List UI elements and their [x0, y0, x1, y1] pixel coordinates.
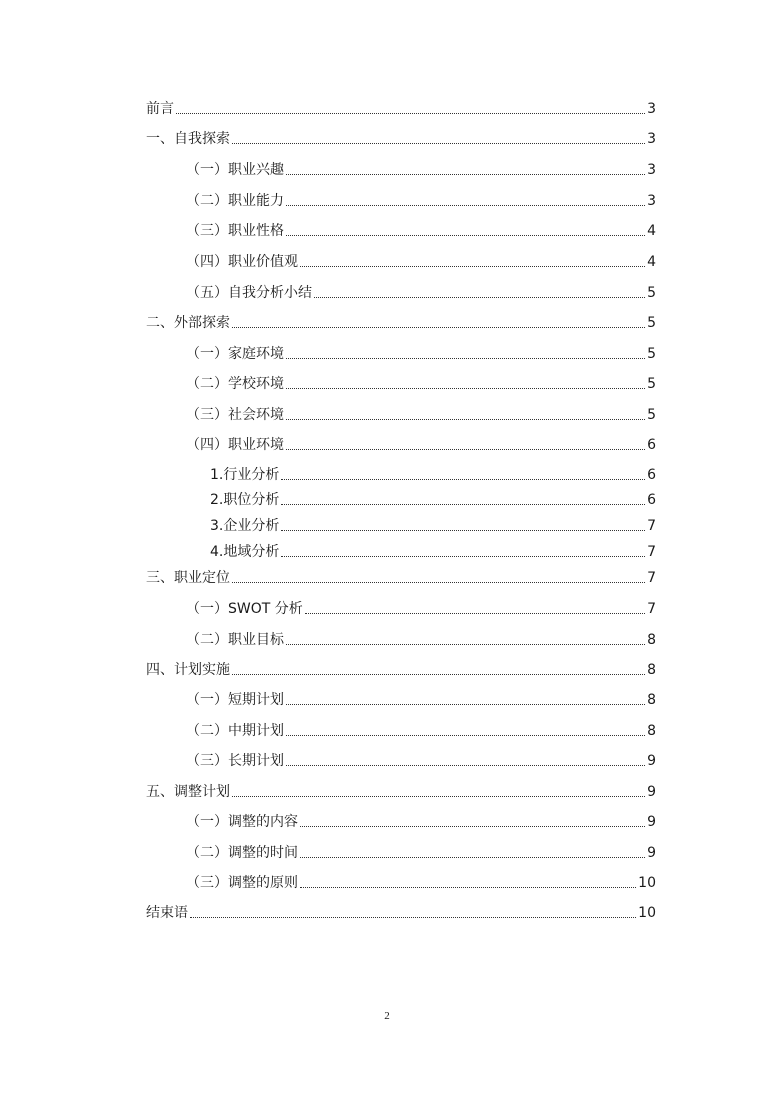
- toc-entry-page: 9: [647, 814, 656, 830]
- toc-dot-leader: [232, 582, 645, 583]
- toc-dot-leader: [305, 613, 645, 614]
- toc-entry-page: 5: [647, 346, 656, 362]
- toc-entry-title: 2.职位分析: [210, 492, 280, 508]
- toc-dot-leader: [300, 887, 636, 888]
- toc-entry-page: 8: [647, 632, 656, 648]
- toc-entry-page: 9: [647, 845, 656, 861]
- toc-dot-leader: [314, 297, 645, 298]
- toc-entry-title: 一、自我探索: [146, 131, 230, 147]
- toc-entry-title: （一）家庭环境: [186, 346, 284, 362]
- toc-dot-leader: [281, 530, 645, 531]
- toc-entry-title: （三）调整的原则: [186, 875, 298, 891]
- toc-entry-title: （二）调整的时间: [186, 845, 298, 861]
- toc-entry-title: （四）职业价值观: [186, 254, 298, 270]
- toc-dot-leader: [286, 235, 645, 236]
- toc-entry-title: 4.地域分析: [210, 544, 280, 560]
- toc-entry-page: 7: [647, 544, 656, 560]
- toc-entry-page: 3: [647, 193, 656, 209]
- toc-entry[interactable]: [146, 568, 656, 588]
- toc-entry-title: （五）自我分析小结: [186, 285, 312, 301]
- toc-dot-leader: [300, 266, 645, 267]
- toc-dot-leader: [232, 143, 645, 144]
- toc-dot-leader: [300, 826, 645, 827]
- toc-entry-page: 6: [647, 437, 656, 453]
- toc-entry-title: （三）社会环境: [186, 407, 284, 423]
- toc-entry[interactable]: [186, 630, 656, 650]
- toc-dot-leader: [286, 174, 645, 175]
- toc-entry[interactable]: [186, 873, 656, 893]
- toc-entry[interactable]: [186, 599, 656, 619]
- toc-entry[interactable]: [210, 490, 656, 510]
- toc-entry-title: 前言: [146, 101, 174, 117]
- toc-entry[interactable]: [186, 252, 656, 272]
- toc-dot-leader: [286, 449, 645, 450]
- toc-dot-leader: [232, 674, 645, 675]
- toc-dot-leader: [281, 556, 645, 557]
- toc-entry-page: 7: [647, 518, 656, 534]
- toc-entry[interactable]: [146, 903, 656, 923]
- toc-entry[interactable]: [146, 313, 656, 333]
- toc-entry[interactable]: [186, 751, 656, 771]
- toc-dot-leader: [176, 113, 645, 114]
- toc-dot-leader: [286, 419, 645, 420]
- toc-entry-title: （二）学校环境: [186, 376, 284, 392]
- toc-entry[interactable]: [186, 812, 656, 832]
- toc-entry[interactable]: [186, 160, 656, 180]
- toc-entry-title: 二、外部探索: [146, 315, 230, 331]
- toc-entry-title: （二）中期计划: [186, 723, 284, 739]
- toc-dot-leader: [190, 917, 636, 918]
- toc-entry-title: （四）职业环境: [186, 437, 284, 453]
- toc-entry[interactable]: [186, 374, 656, 394]
- toc-dot-leader: [232, 796, 645, 797]
- toc-entry[interactable]: [186, 221, 656, 241]
- toc-entry[interactable]: [186, 405, 656, 425]
- toc-entry-page: 6: [647, 467, 656, 483]
- toc-entry-title: （三）职业性格: [186, 223, 284, 239]
- toc-dot-leader: [281, 479, 645, 480]
- toc-entry-title: （二）职业能力: [186, 193, 284, 209]
- toc-entry-title: （一）调整的内容: [186, 814, 298, 830]
- toc-entry[interactable]: [146, 660, 656, 680]
- toc-dot-leader: [286, 644, 645, 645]
- toc-entry-page: 8: [647, 692, 656, 708]
- toc-entry-page: 4: [647, 254, 656, 270]
- toc-entry-page: 10: [638, 905, 656, 921]
- toc-entry-title: 1.行业分析: [210, 467, 280, 483]
- toc-entry[interactable]: [210, 542, 656, 562]
- toc-entry-title: （一）短期计划: [186, 692, 284, 708]
- toc-entry-title: （一）职业兴趣: [186, 162, 284, 178]
- toc-dot-leader: [286, 358, 645, 359]
- toc-entry-page: 9: [647, 753, 656, 769]
- toc-entry[interactable]: [186, 191, 656, 211]
- toc-entry-title: （三）长期计划: [186, 753, 284, 769]
- toc-entry[interactable]: [210, 516, 656, 536]
- toc-entry-page: 5: [647, 407, 656, 423]
- toc-dot-leader: [232, 327, 645, 328]
- toc-entry-page: 3: [647, 101, 656, 117]
- toc-entry-page: 3: [647, 131, 656, 147]
- toc-entry-page: 4: [647, 223, 656, 239]
- toc-entry-page: 10: [638, 875, 656, 891]
- toc-entry-page: 8: [647, 723, 656, 739]
- toc-entry[interactable]: [146, 99, 656, 119]
- toc-entry-page: 5: [647, 285, 656, 301]
- toc-dot-leader: [300, 857, 645, 858]
- toc-entry-page: 7: [647, 570, 656, 586]
- toc-dot-leader: [286, 704, 645, 705]
- toc-dot-leader: [281, 504, 645, 505]
- toc-entry[interactable]: [186, 690, 656, 710]
- toc-entry-title: 四、计划实施: [146, 662, 230, 678]
- toc-entry-page: 5: [647, 315, 656, 331]
- toc-dot-leader: [286, 205, 645, 206]
- toc-entry-page: 9: [647, 784, 656, 800]
- toc-entry[interactable]: [210, 465, 656, 485]
- toc-entry[interactable]: [186, 435, 656, 455]
- toc-dot-leader: [286, 388, 645, 389]
- toc-entry[interactable]: [186, 843, 656, 863]
- toc-entry-title: （二）职业目标: [186, 632, 284, 648]
- page-number: 2: [384, 1010, 390, 1022]
- toc-entry[interactable]: [186, 344, 656, 364]
- toc-entry[interactable]: [146, 129, 656, 149]
- toc-dot-leader: [286, 735, 645, 736]
- toc-entry-title: 结束语: [146, 905, 188, 921]
- toc-dot-leader: [286, 765, 645, 766]
- toc-entry-title: （一）SWOT 分析: [186, 601, 303, 617]
- toc-entry[interactable]: [146, 782, 656, 802]
- toc-entry-page: 5: [647, 376, 656, 392]
- toc-entry-page: 8: [647, 662, 656, 678]
- toc-entry-page: 6: [647, 492, 656, 508]
- toc-entry-title: 3.企业分析: [210, 518, 280, 534]
- toc-entry[interactable]: [186, 721, 656, 741]
- toc-entry-page: 7: [647, 601, 656, 617]
- toc-entry-title: 五、调整计划: [146, 784, 230, 800]
- toc-entry[interactable]: [186, 283, 656, 303]
- toc-entry-page: 3: [647, 162, 656, 178]
- toc-entry-title: 三、职业定位: [146, 570, 230, 586]
